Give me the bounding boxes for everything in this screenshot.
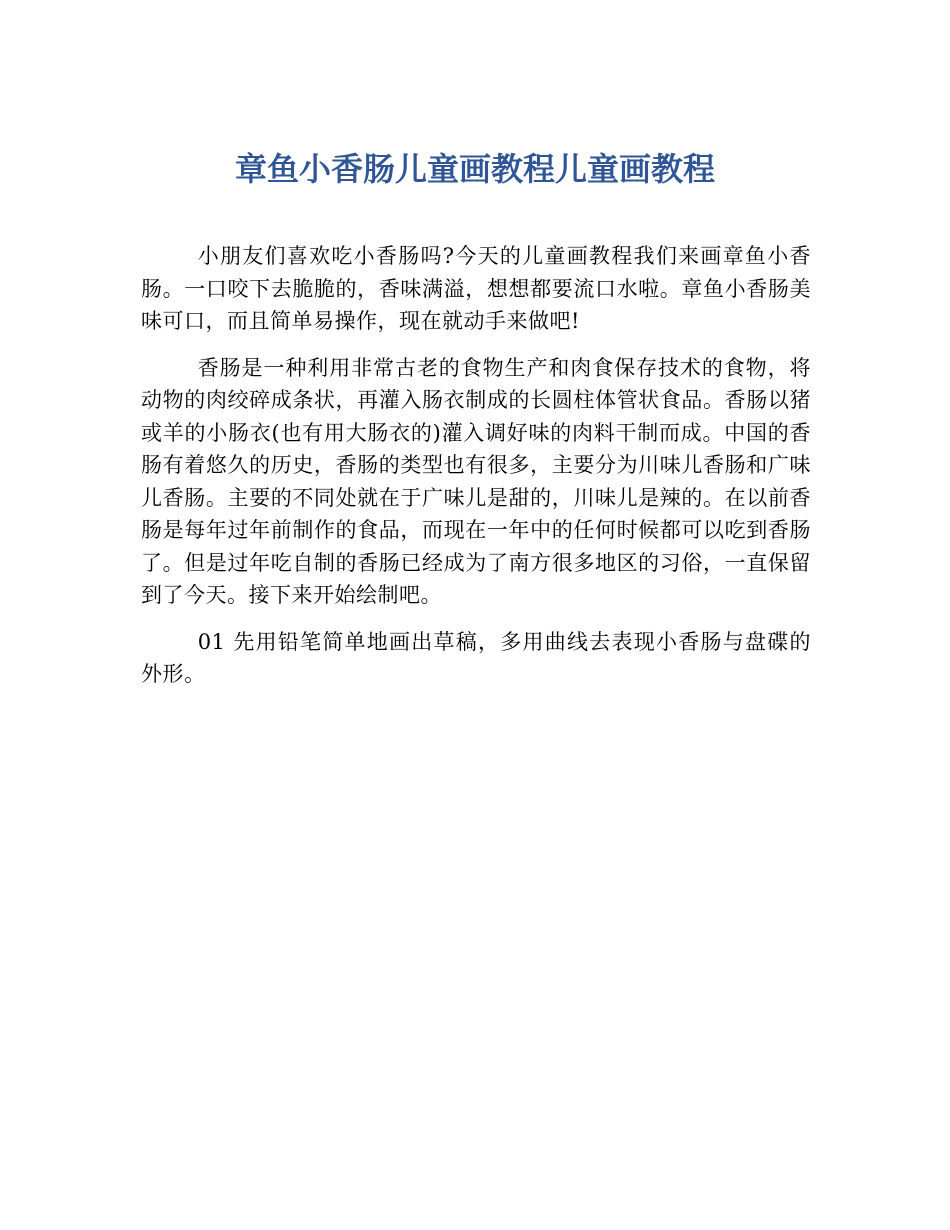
document-title: 章鱼小香肠儿童画教程儿童画教程 [234,150,715,188]
document-body [141,240,811,705]
paragraph-intro: 小朋友们喜欢吃小香肠吗?今天的儿童画教程我们来画章鱼小香肠。一口咬下去脆脆的，香味满溢，想想都要流口水啦。章鱼小香肠美味可口，而且简单易操作，现在就动手来做吧! [141,244,811,333]
paragraph-step-01: 01 先用铅笔简单地画出草稿，多用曲线去表现小香肠与盘碟的外形。 [141,629,811,686]
paragraph-sausage-history: 香肠是一种利用非常古老的食物生产和肉食保存技术的食物，将动物的肉绞碎成条状，再灌入肠衣制成的长圆柱体管状食品。香肠以猪或羊的小肠衣(也有用大肠衣的)灌入调好味的肉料干制而成。中国的香肠有着悠久的历史，香肠的类型也有很多，主要分为川味儿香肠和广味儿香肠。主要的不同处就在于广味儿是甜的，川味儿是辣的。在以前香肠是每年过年前制作的食品，而现在一年中的任何时候都可以吃到香肠了。但是过年吃自制的香肠已经成为了南方很多地区的习俗，一直保留到了今天。接下来开始绘制吧。 [141,355,811,607]
